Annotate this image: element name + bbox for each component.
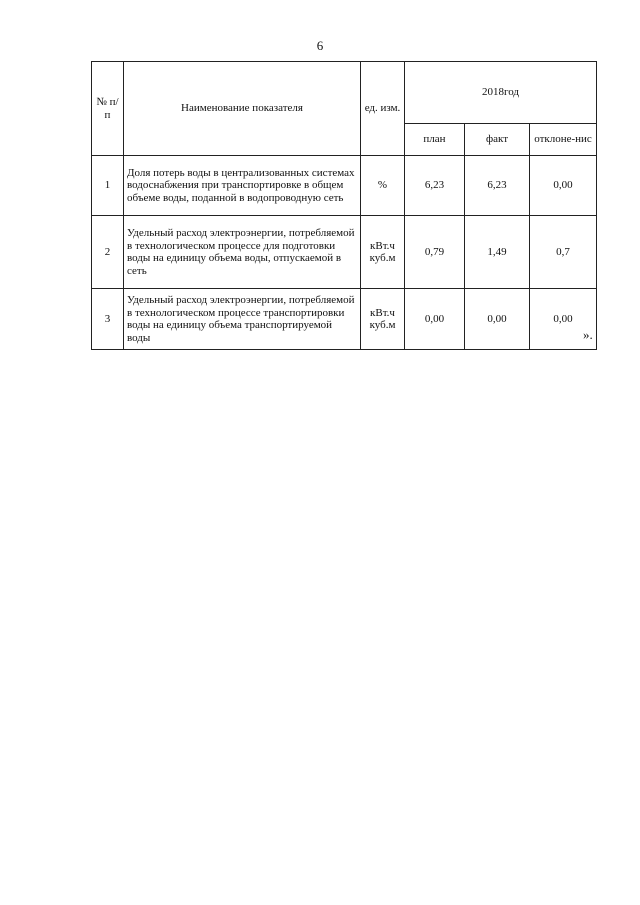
header-year: 2018год: [405, 62, 597, 124]
header-name: Наименование показателя: [124, 62, 361, 156]
row-fact: 0,00: [465, 289, 530, 350]
row-deviation: 0,00: [530, 156, 597, 216]
row-num: 1: [92, 156, 124, 216]
header-unit: ед. изм.: [361, 62, 405, 156]
table-row: [92, 216, 597, 289]
row-unit: кВт.ч куб.м: [361, 289, 405, 350]
header-fact: факт: [465, 124, 530, 156]
row-plan: 0,79: [405, 216, 465, 289]
closing-quote: ».: [583, 327, 593, 342]
row-name: Удельный расход электроэнергии, потребляемой в технологическом процессе транспортировки воды на единицу объема транспортируемой воды: [124, 289, 361, 350]
row-num: 3: [92, 289, 124, 350]
row-num: 2: [92, 216, 124, 289]
row-name: Доля потерь воды в централизованных системах водоснабжения при транспортировке в общем объеме воды, поданной в водопроводную сеть: [124, 156, 361, 216]
header-num: № п/п: [92, 62, 124, 156]
row-fact: 6,23: [465, 156, 530, 216]
indicators-table: [91, 61, 597, 350]
page-number: 6: [316, 38, 324, 53]
table-row: [92, 289, 597, 350]
table-row: [92, 156, 597, 216]
row-unit: %: [361, 156, 405, 216]
row-fact: 1,49: [465, 216, 530, 289]
row-plan: 6,23: [405, 156, 465, 216]
row-name: Удельный расход электроэнергии, потребляемой в технологическом процессе для подготовки воды на единицу объема воды, отпускаемой в сеть: [124, 216, 361, 289]
header-deviation: отклоне-нис: [530, 124, 597, 156]
row-deviation: 0,7: [530, 216, 597, 289]
header-plan: план: [405, 124, 465, 156]
row-unit: кВт.ч куб.м: [361, 216, 405, 289]
row-deviation: 0,00: [530, 289, 597, 350]
table-header-row: [92, 62, 597, 124]
row-plan: 0,00: [405, 289, 465, 350]
